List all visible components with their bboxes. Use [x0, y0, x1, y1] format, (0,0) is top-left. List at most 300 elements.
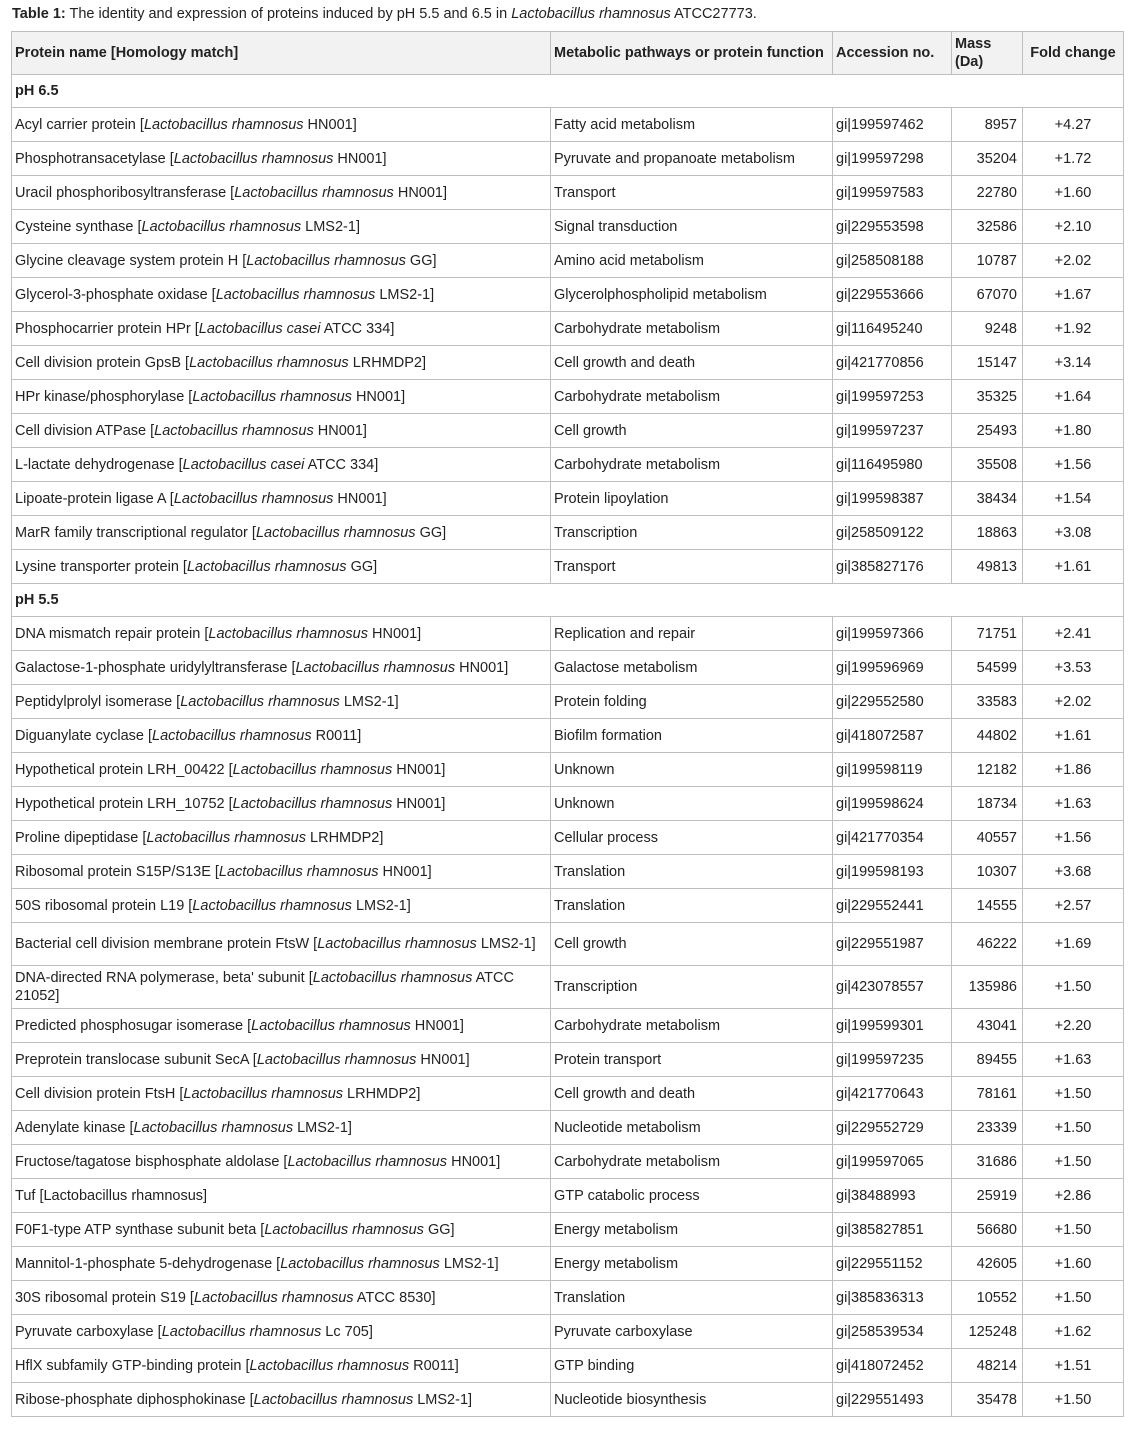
cell-mass: 15147 — [952, 346, 1023, 380]
table-row — [12, 1077, 1124, 1111]
protein-strain: LMS2-1] — [301, 218, 360, 235]
cell-fold-change: +1.50 — [1023, 1145, 1124, 1179]
cell-fold-change: +1.67 — [1023, 278, 1124, 312]
table-row — [12, 617, 1124, 651]
cell-fold-change: +1.62 — [1023, 1315, 1124, 1349]
cell-protein-name — [12, 966, 551, 1009]
cell-protein-name — [12, 380, 551, 414]
cell-protein-name — [12, 651, 551, 685]
cell-fold-change: +1.63 — [1023, 787, 1124, 821]
cell-mass: 10787 — [952, 244, 1023, 278]
cell-function: Transport — [551, 176, 833, 210]
protein-name: 50S ribosomal protein L19 [ — [15, 897, 193, 914]
cell-mass: 71751 — [952, 617, 1023, 651]
cell-protein-name — [12, 1043, 551, 1077]
header-accession: Accession no. — [833, 32, 952, 75]
protein-name: Proline dipeptidase [ — [15, 829, 147, 846]
cell-accession: gi|199597237 — [833, 414, 952, 448]
cell-accession: gi|199597235 — [833, 1043, 952, 1077]
cell-accession: gi|258539534 — [833, 1315, 952, 1349]
cell-fold-change: +3.53 — [1023, 651, 1124, 685]
cell-function: Carbohydrate metabolism — [551, 448, 833, 482]
protein-species: Lactobacillus rhamnosus — [189, 354, 349, 371]
cell-mass: 54599 — [952, 651, 1023, 685]
cell-function: Galactose metabolism — [551, 651, 833, 685]
cell-fold-change: +1.80 — [1023, 414, 1124, 448]
cell-accession: gi|229553666 — [833, 278, 952, 312]
protein-name: Uracil phosphoribosyltransferase [ — [15, 184, 235, 201]
cell-function: Cell growth — [551, 923, 833, 966]
protein-strain: LMS2-1] — [375, 286, 435, 303]
cell-mass: 49813 — [952, 550, 1023, 584]
caption-label: Table 1: — [12, 6, 66, 22]
protein-name: Phosphotransacetylase [ — [15, 150, 174, 167]
cell-function: Nucleotide metabolism — [551, 1111, 833, 1145]
cell-protein-name — [12, 142, 551, 176]
protein-species: Lactobacillus rhamnosus — [251, 1017, 411, 1034]
protein-strain: Lc 705] — [321, 1323, 373, 1340]
protein-name: Hypothetical protein LRH_10752 [ — [15, 795, 233, 812]
cell-function: Energy metabolism — [551, 1247, 833, 1281]
group-row — [12, 75, 1124, 108]
cell-mass: 22780 — [952, 176, 1023, 210]
cell-accession: gi|229552729 — [833, 1111, 952, 1145]
cell-mass: 10552 — [952, 1281, 1023, 1315]
cell-function: GTP binding — [551, 1349, 833, 1383]
group-label: pH 6.5 — [12, 75, 1124, 108]
table-row — [12, 685, 1124, 719]
protein-table — [11, 31, 1124, 1417]
protein-strain: LRHMDP2] — [306, 829, 384, 846]
cell-protein-name — [12, 923, 551, 966]
cell-accession: gi|385827176 — [833, 550, 952, 584]
cell-mass: 35325 — [952, 380, 1023, 414]
cell-protein-name — [12, 1383, 551, 1417]
cell-function: Carbohydrate metabolism — [551, 1009, 833, 1043]
cell-protein-name — [12, 346, 551, 380]
cell-function: Fatty acid metabolism — [551, 108, 833, 142]
cell-mass: 8957 — [952, 108, 1023, 142]
header-fold-change: Fold change — [1023, 32, 1124, 75]
cell-accession: gi|199597366 — [833, 617, 952, 651]
cell-protein-name — [12, 516, 551, 550]
protein-species: Lactobacillus rhamnosus — [193, 1289, 354, 1306]
cell-fold-change: +1.64 — [1023, 380, 1124, 414]
cell-mass: 25919 — [952, 1179, 1023, 1213]
protein-strain: ATCC 334] — [320, 320, 395, 337]
protein-species: Lactobacillus rhamnosus — [253, 1391, 414, 1408]
protein-name: HPr kinase/phosphorylase [ — [15, 388, 193, 405]
cell-function: Cell growth and death — [551, 1077, 833, 1111]
cell-mass: 67070 — [952, 278, 1023, 312]
table-row — [12, 889, 1124, 923]
protein-name: Hypothetical protein LRH_00422 [ — [15, 761, 233, 778]
cell-function: Pyruvate carboxylase — [551, 1315, 833, 1349]
protein-strain: HN001] — [447, 1153, 501, 1170]
cell-accession: gi|421770354 — [833, 821, 952, 855]
protein-species: Lactobacillus rhamnosus — [154, 422, 314, 439]
cell-fold-change: +1.50 — [1023, 1383, 1124, 1417]
cell-fold-change: +2.02 — [1023, 244, 1124, 278]
table-row — [12, 108, 1124, 142]
cell-function: Signal transduction — [551, 210, 833, 244]
cell-protein-name — [12, 278, 551, 312]
cell-fold-change: +1.92 — [1023, 312, 1124, 346]
table-row — [12, 380, 1124, 414]
cell-fold-change: +1.56 — [1023, 821, 1124, 855]
cell-function: Protein transport — [551, 1043, 833, 1077]
protein-name: Adenylate kinase [ — [15, 1119, 134, 1136]
protein-name: Fructose/tagatose bisphosphate aldolase [ — [15, 1153, 288, 1170]
cell-fold-change: +1.60 — [1023, 176, 1124, 210]
header-protein-name: Protein name [Homology match] — [12, 32, 551, 75]
cell-mass: 44802 — [952, 719, 1023, 753]
cell-function: Cell growth — [551, 414, 833, 448]
cell-accession: gi|258509122 — [833, 516, 952, 550]
cell-function: Biofilm formation — [551, 719, 833, 753]
protein-species: Lactobacillus rhamnosus — [295, 659, 456, 676]
cell-accession: gi|199599301 — [833, 1009, 952, 1043]
cell-function: Carbohydrate metabolism — [551, 380, 833, 414]
table-row — [12, 1145, 1124, 1179]
protein-species: Lactobacillus rhamnosus — [249, 1357, 410, 1374]
protein-name: Acyl carrier protein [ — [15, 116, 144, 133]
cell-accession: gi|116495980 — [833, 448, 952, 482]
cell-mass: 89455 — [952, 1043, 1023, 1077]
cell-mass: 31686 — [952, 1145, 1023, 1179]
cell-mass: 46222 — [952, 923, 1023, 966]
protein-name: MarR family transcriptional regulator [ — [15, 524, 256, 541]
protein-strain: LMS2-1] — [476, 936, 536, 952]
cell-fold-change: +4.27 — [1023, 108, 1124, 142]
table-row — [12, 1179, 1124, 1213]
protein-name: Lysine transporter protein [ — [15, 558, 187, 575]
cell-function: Translation — [551, 889, 833, 923]
cell-fold-change: +3.68 — [1023, 855, 1124, 889]
table-row — [12, 278, 1124, 312]
protein-name: Glycine cleavage system protein H [ — [15, 252, 247, 269]
cell-mass: 25493 — [952, 414, 1023, 448]
cell-protein-name — [12, 312, 551, 346]
header-function: Metabolic pathways or protein function — [551, 32, 833, 75]
cell-fold-change: +1.61 — [1023, 550, 1124, 584]
cell-fold-change: +2.02 — [1023, 685, 1124, 719]
cell-fold-change: +1.50 — [1023, 966, 1124, 1009]
cell-protein-name — [12, 1281, 551, 1315]
protein-strain: LMS2-1] — [413, 1391, 473, 1408]
cell-accession: gi|258508188 — [833, 244, 952, 278]
cell-mass: 12182 — [952, 753, 1023, 787]
cell-mass: 40557 — [952, 821, 1023, 855]
cell-mass: 78161 — [952, 1077, 1023, 1111]
cell-mass: 35478 — [952, 1383, 1023, 1417]
protein-species: Lactobacillus rhamnosus — [218, 863, 379, 880]
table-body — [12, 75, 1124, 1417]
cell-fold-change: +1.56 — [1023, 448, 1124, 482]
cell-protein-name — [12, 414, 551, 448]
cell-accession: gi|229551493 — [833, 1383, 952, 1417]
table-row — [12, 1349, 1124, 1383]
table-row — [12, 448, 1124, 482]
cell-function: Amino acid metabolism — [551, 244, 833, 278]
cell-fold-change: +2.20 — [1023, 1009, 1124, 1043]
protein-strain: LMS2-1] — [293, 1119, 352, 1136]
protein-name: Preprotein translocase subunit SecA [ — [15, 1051, 257, 1068]
protein-species: Lactobacillus rhamnosus — [192, 897, 352, 914]
cell-protein-name — [12, 1315, 551, 1349]
cell-protein-name — [12, 482, 551, 516]
cell-fold-change: +1.51 — [1023, 1349, 1124, 1383]
protein-name: Bacterial cell division membrane protein FtsW [ — [15, 936, 318, 952]
protein-strain: LMS2-1] — [339, 693, 399, 710]
table-caption — [12, 5, 757, 23]
protein-species: Lactobacillus rhamnosus — [232, 795, 393, 812]
cell-mass: 42605 — [952, 1247, 1023, 1281]
cell-mass: 23339 — [952, 1111, 1023, 1145]
cell-fold-change: +1.72 — [1023, 142, 1124, 176]
protein-species: Lactobacillus rhamnosus — [234, 184, 394, 201]
protein-strain: HN001] — [313, 422, 367, 439]
protein-strain: HN001] — [416, 1051, 470, 1068]
protein-species: Lactobacillus rhamnosus — [143, 116, 304, 133]
cell-accession: gi|199597583 — [833, 176, 952, 210]
protein-species: Lactobacillus rhamnosus — [161, 1323, 322, 1340]
protein-name: Glycerol-3-phosphate oxidase [ — [15, 286, 216, 303]
protein-species: Lactobacillus rhamnosus — [264, 1221, 424, 1238]
protein-species: Lactobacillus rhamnosus — [280, 1255, 440, 1272]
cell-protein-name — [12, 244, 551, 278]
cell-fold-change: +1.69 — [1023, 923, 1124, 966]
cell-accession: gi|199598624 — [833, 787, 952, 821]
protein-name: Mannitol-1-phosphate 5-dehydrogenase [ — [15, 1255, 281, 1272]
cell-fold-change: +1.54 — [1023, 482, 1124, 516]
table-row — [12, 651, 1124, 685]
table-row — [12, 176, 1124, 210]
cell-protein-name — [12, 108, 551, 142]
table-row — [12, 210, 1124, 244]
protein-species: Lactobacillus rhamnosus — [215, 286, 376, 303]
protein-name: DNA mismatch repair protein [ — [15, 625, 209, 642]
cell-mass: 56680 — [952, 1213, 1023, 1247]
protein-species: Lactobacillus rhamnosus — [152, 727, 312, 744]
cell-protein-name — [12, 719, 551, 753]
cell-function: Translation — [551, 1281, 833, 1315]
table-row — [12, 1247, 1124, 1281]
protein-species: Lactobacillus rhamnosus — [180, 693, 340, 710]
cell-fold-change: +1.63 — [1023, 1043, 1124, 1077]
cell-protein-name — [12, 1213, 551, 1247]
protein-strain: LMS2-1] — [351, 897, 411, 914]
cell-fold-change: +1.86 — [1023, 753, 1124, 787]
cell-protein-name — [12, 821, 551, 855]
protein-strain: GG] — [415, 524, 447, 541]
table-row — [12, 1383, 1124, 1417]
protein-species: Lactobacillus rhamnosus — [192, 388, 352, 405]
cell-accession: gi|38488993 — [833, 1179, 952, 1213]
protein-name: Cell division ATPase [ — [15, 422, 155, 439]
cell-protein-name — [12, 753, 551, 787]
cell-accession: gi|385827851 — [833, 1213, 952, 1247]
protein-strain: ATCC 8530] — [353, 1289, 436, 1306]
protein-name: Cysteine synthase [ — [15, 218, 142, 235]
protein-name: DNA-directed RNA polymerase, beta' subunit [ — [15, 970, 313, 986]
cell-mass: 125248 — [952, 1315, 1023, 1349]
protein-name: Diguanylate cyclase [ — [15, 727, 153, 744]
table-row — [12, 787, 1124, 821]
cell-function: Unknown — [551, 787, 833, 821]
cell-mass: 18863 — [952, 516, 1023, 550]
cell-fold-change: +3.08 — [1023, 516, 1124, 550]
protein-name: 30S ribosomal protein S19 [ — [15, 1289, 194, 1306]
cell-mass: 35204 — [952, 142, 1023, 176]
cell-function: Energy metabolism — [551, 1213, 833, 1247]
cell-fold-change: +1.50 — [1023, 1213, 1124, 1247]
cell-accession: gi|418072587 — [833, 719, 952, 753]
protein-species: Lactobacillus rhamnosus — [186, 558, 347, 575]
protein-strain: HN001] — [392, 761, 446, 778]
cell-function: Replication and repair — [551, 617, 833, 651]
cell-accession: gi|385836313 — [833, 1281, 952, 1315]
cell-mass: 33583 — [952, 685, 1023, 719]
protein-strain: HN001] — [393, 184, 448, 201]
cell-protein-name — [12, 1247, 551, 1281]
cell-function: GTP catabolic process — [551, 1179, 833, 1213]
cell-fold-change: +2.86 — [1023, 1179, 1124, 1213]
table-row — [12, 312, 1124, 346]
table-row — [12, 1213, 1124, 1247]
cell-accession: gi|229553598 — [833, 210, 952, 244]
protein-species: Lactobacillus rhamnosus — [146, 829, 306, 846]
cell-fold-change: +1.50 — [1023, 1111, 1124, 1145]
protein-strain: HN001] — [455, 659, 509, 676]
protein-strain: R0011] — [409, 1357, 459, 1374]
protein-strain: R0011] — [311, 727, 362, 744]
protein-strain: LRHMDP2] — [348, 354, 427, 371]
cell-mass: 18734 — [952, 787, 1023, 821]
protein-species: Lactobacillus rhamnosus — [173, 150, 334, 167]
protein-name: F0F1-type ATP synthase subunit beta [ — [15, 1221, 265, 1238]
cell-function: Transcription — [551, 516, 833, 550]
protein-strain: HN001] — [410, 1017, 464, 1034]
cell-accession: gi|199598193 — [833, 855, 952, 889]
table-row — [12, 516, 1124, 550]
cell-fold-change: +2.41 — [1023, 617, 1124, 651]
protein-strain: GG] — [405, 252, 437, 269]
cell-function: Cellular process — [551, 821, 833, 855]
table-row — [12, 1281, 1124, 1315]
protein-strain: GG] — [423, 1221, 455, 1238]
cell-accession: gi|199597065 — [833, 1145, 952, 1179]
cell-function: Nucleotide biosynthesis — [551, 1383, 833, 1417]
group-row — [12, 584, 1124, 617]
cell-accession: gi|229551152 — [833, 1247, 952, 1281]
protein-strain: HN001] — [333, 490, 387, 507]
cell-accession: gi|199597462 — [833, 108, 952, 142]
cell-function: Pyruvate and propanoate metabolism — [551, 142, 833, 176]
cell-fold-change: +1.50 — [1023, 1077, 1124, 1111]
table-row — [12, 482, 1124, 516]
protein-name: Cell division protein GpsB [ — [15, 354, 190, 371]
protein-strain: ATCC 21052] — [15, 970, 514, 1004]
protein-strain: HN001] — [392, 795, 446, 812]
protein-species: Lactobacillus rhamnosus — [312, 970, 473, 986]
protein-strain: GG] — [346, 558, 378, 575]
cell-function: Carbohydrate metabolism — [551, 312, 833, 346]
table-row — [12, 966, 1124, 1009]
cell-fold-change: +2.57 — [1023, 889, 1124, 923]
table-row — [12, 1111, 1124, 1145]
protein-species: Lactobacillus rhamnosus — [133, 1119, 294, 1136]
protein-name: Cell division protein FtsH [ — [15, 1085, 184, 1102]
protein-species: Lactobacillus casei — [198, 320, 321, 337]
protein-strain: HN001] — [333, 150, 387, 167]
table-row — [12, 244, 1124, 278]
cell-function: Translation — [551, 855, 833, 889]
cell-protein-name — [12, 176, 551, 210]
protein-species: Lactobacillus rhamnosus — [287, 1153, 448, 1170]
cell-protein-name — [12, 787, 551, 821]
protein-name: Galactose-1-phosphate uridylyltransferase [ — [15, 659, 296, 676]
protein-species: Lactobacillus rhamnosus — [255, 524, 416, 541]
protein-species: Lactobacillus rhamnosus — [317, 936, 477, 952]
protein-strain: HN001] — [303, 116, 357, 133]
protein-strain: ATCC 334] — [304, 456, 379, 473]
cell-protein-name — [12, 210, 551, 244]
caption-organism: Lactobacillus rhamnosus — [511, 6, 671, 22]
cell-function: Transport — [551, 550, 833, 584]
table-header — [12, 32, 1124, 75]
cell-protein-name — [12, 855, 551, 889]
cell-mass: 32586 — [952, 210, 1023, 244]
protein-strain: LMS2-1] — [439, 1255, 499, 1272]
caption-text-end: ATCC27773. — [670, 6, 757, 22]
cell-fold-change: +2.10 — [1023, 210, 1124, 244]
table-row — [12, 923, 1124, 966]
table-row — [12, 414, 1124, 448]
cell-accession: gi|421770643 — [833, 1077, 952, 1111]
protein-species: Lactobacillus rhamnosus — [183, 1085, 344, 1102]
protein-strain: HN001] — [378, 863, 432, 880]
protein-species: Lactobacillus rhamnosus — [208, 625, 368, 642]
protein-name: Lipoate-protein ligase A [ — [15, 490, 174, 507]
cell-mass: 43041 — [952, 1009, 1023, 1043]
table-row — [12, 753, 1124, 787]
cell-protein-name — [12, 1111, 551, 1145]
protein-name: Predicted phosphosugar isomerase [ — [15, 1017, 252, 1034]
group-label: pH 5.5 — [12, 584, 1124, 617]
protein-name: Ribosomal protein S15P/S13E [ — [15, 863, 219, 880]
table-row — [12, 1043, 1124, 1077]
cell-function: Carbohydrate metabolism — [551, 1145, 833, 1179]
cell-fold-change: +3.14 — [1023, 346, 1124, 380]
cell-function: Protein lipoylation — [551, 482, 833, 516]
cell-function: Cell growth and death — [551, 346, 833, 380]
cell-accession: gi|199597298 — [833, 142, 952, 176]
cell-protein-name — [12, 448, 551, 482]
cell-accession: gi|199598119 — [833, 753, 952, 787]
cell-protein-name — [12, 1179, 551, 1213]
cell-mass: 10307 — [952, 855, 1023, 889]
cell-protein-name — [12, 1349, 551, 1383]
cell-mass: 38434 — [952, 482, 1023, 516]
cell-accession: gi|418072452 — [833, 1349, 952, 1383]
cell-accession: gi|423078557 — [833, 966, 952, 1009]
cell-protein-name — [12, 1009, 551, 1043]
cell-accession: gi|116495240 — [833, 312, 952, 346]
cell-fold-change: +1.61 — [1023, 719, 1124, 753]
cell-accession: gi|229552580 — [833, 685, 952, 719]
table-row — [12, 821, 1124, 855]
